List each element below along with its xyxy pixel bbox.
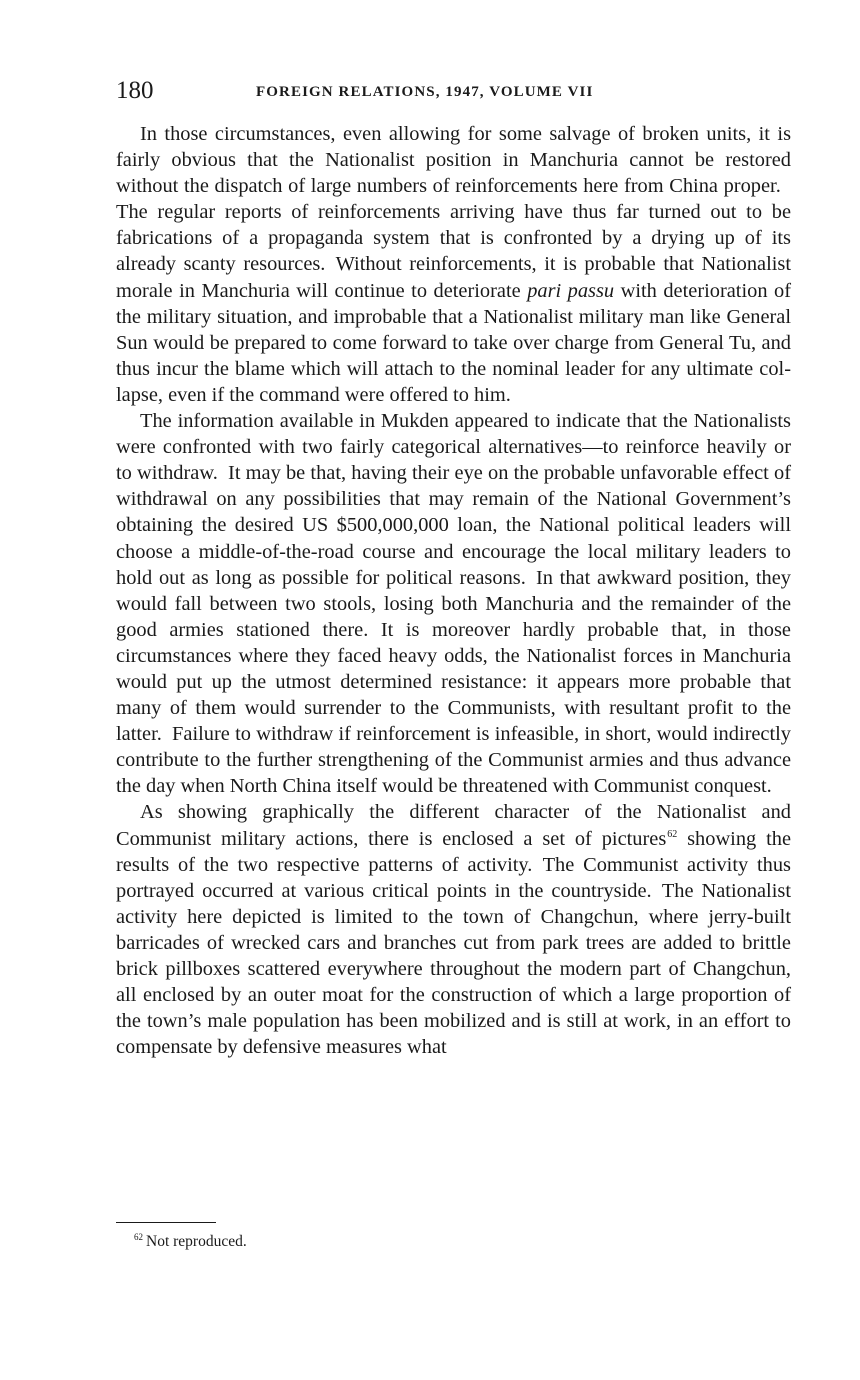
footnote-text: Not reproduced. xyxy=(146,1233,247,1250)
paragraph-2 xyxy=(116,408,791,799)
paragraph-3-text-a: As showing graphically the different character of the Nationalist and Communist military actions, there is enclosed a set of pictures xyxy=(116,801,791,850)
paragraph-2-text: The information available in Mukden appeared to indicate that the Nationalists were confronted with two fairly categorical alternatives—to reinforce heavily or to withdraw. It may be that, having their eye on the probable unfavorable effect of withdrawal on any possibilities that may remain of the National Government’s obtaining the desired US $500,000,000 loan, the National political leaders will choose a middle-of-the-road course and encourage the local military leaders to hold out as long as possible for political reasons. In that awkward position, they would fall between two stools, losing both Manchuria and the remainder of the good armies stationed there. It is moreover hardly probable that, in those circumstances where they faced heavy odds, the Nationalist forces in Manchuria would put up the utmost determined resistance: it appears more probable that many of them would surrender to the Communists, with resultant profit to the latter. Failure to withdraw if reinforcement is infeasible, in short, would indirectly contribute to the further strengthening of the Communist armies and thus advance the day when North China itself would be threatened with Communist conquest. xyxy=(116,410,791,798)
footnote-rule xyxy=(116,1222,216,1223)
paragraph-1-text-b: with deterioration of the military situation, and improbable that a Nationalist military man like General Sun would be prepared to come forward to take over charge from General Tu, and thus incur the blame which will attach to the nominal leader for any ultimate collapse, even if the command were offered to him. xyxy=(116,279,791,406)
paragraph-1-text-a: In those circumstances, even allowing for some salvage of broken units, it is fairly obvious that the Nationalist position in Manchuria cannot be restored without the dispatch of large numbers of reinforcements here from China proper. The regular reports of reinforcements arriving have thus far turned out to be fabrications of a propaganda system that is confronted by a drying up of its already scanty resources. Without reinforcements, it is probable that Nationalist morale in Manchuria will continue to deteriorate xyxy=(116,123,791,302)
paragraph-1-italic-phrase: pari passu xyxy=(527,279,615,302)
paragraph-3 xyxy=(116,799,791,1060)
footnote xyxy=(134,1232,247,1252)
footnote-reference[interactable]: 62 xyxy=(667,828,678,840)
body-text xyxy=(116,121,791,1060)
page-header xyxy=(116,76,791,106)
paragraph-1 xyxy=(116,121,791,408)
paragraph-3-text-b: showing the results of the two respective patterns of activity. The Communist activity thus portrayed occurred at various critical points in the countryside. The Nationalist activity here depicted is limited to the town of Changchun, where jerry-built barricades of wrecked cars and branches cut from park trees are added to brittle brick pillboxes scattered everywhere throughout the modern part of Changchun, all enclosed by an outer moat for the construction of which a large proportion of the town’s male population has been mobilized and is still at work, in an effort to compensate by defensive measures what xyxy=(116,827,792,1059)
footnote-number: 62 xyxy=(134,1232,143,1242)
running-head: FOREIGN RELATIONS, 1947, VOLUME VII xyxy=(256,84,594,100)
page-number: 180 xyxy=(116,77,154,104)
